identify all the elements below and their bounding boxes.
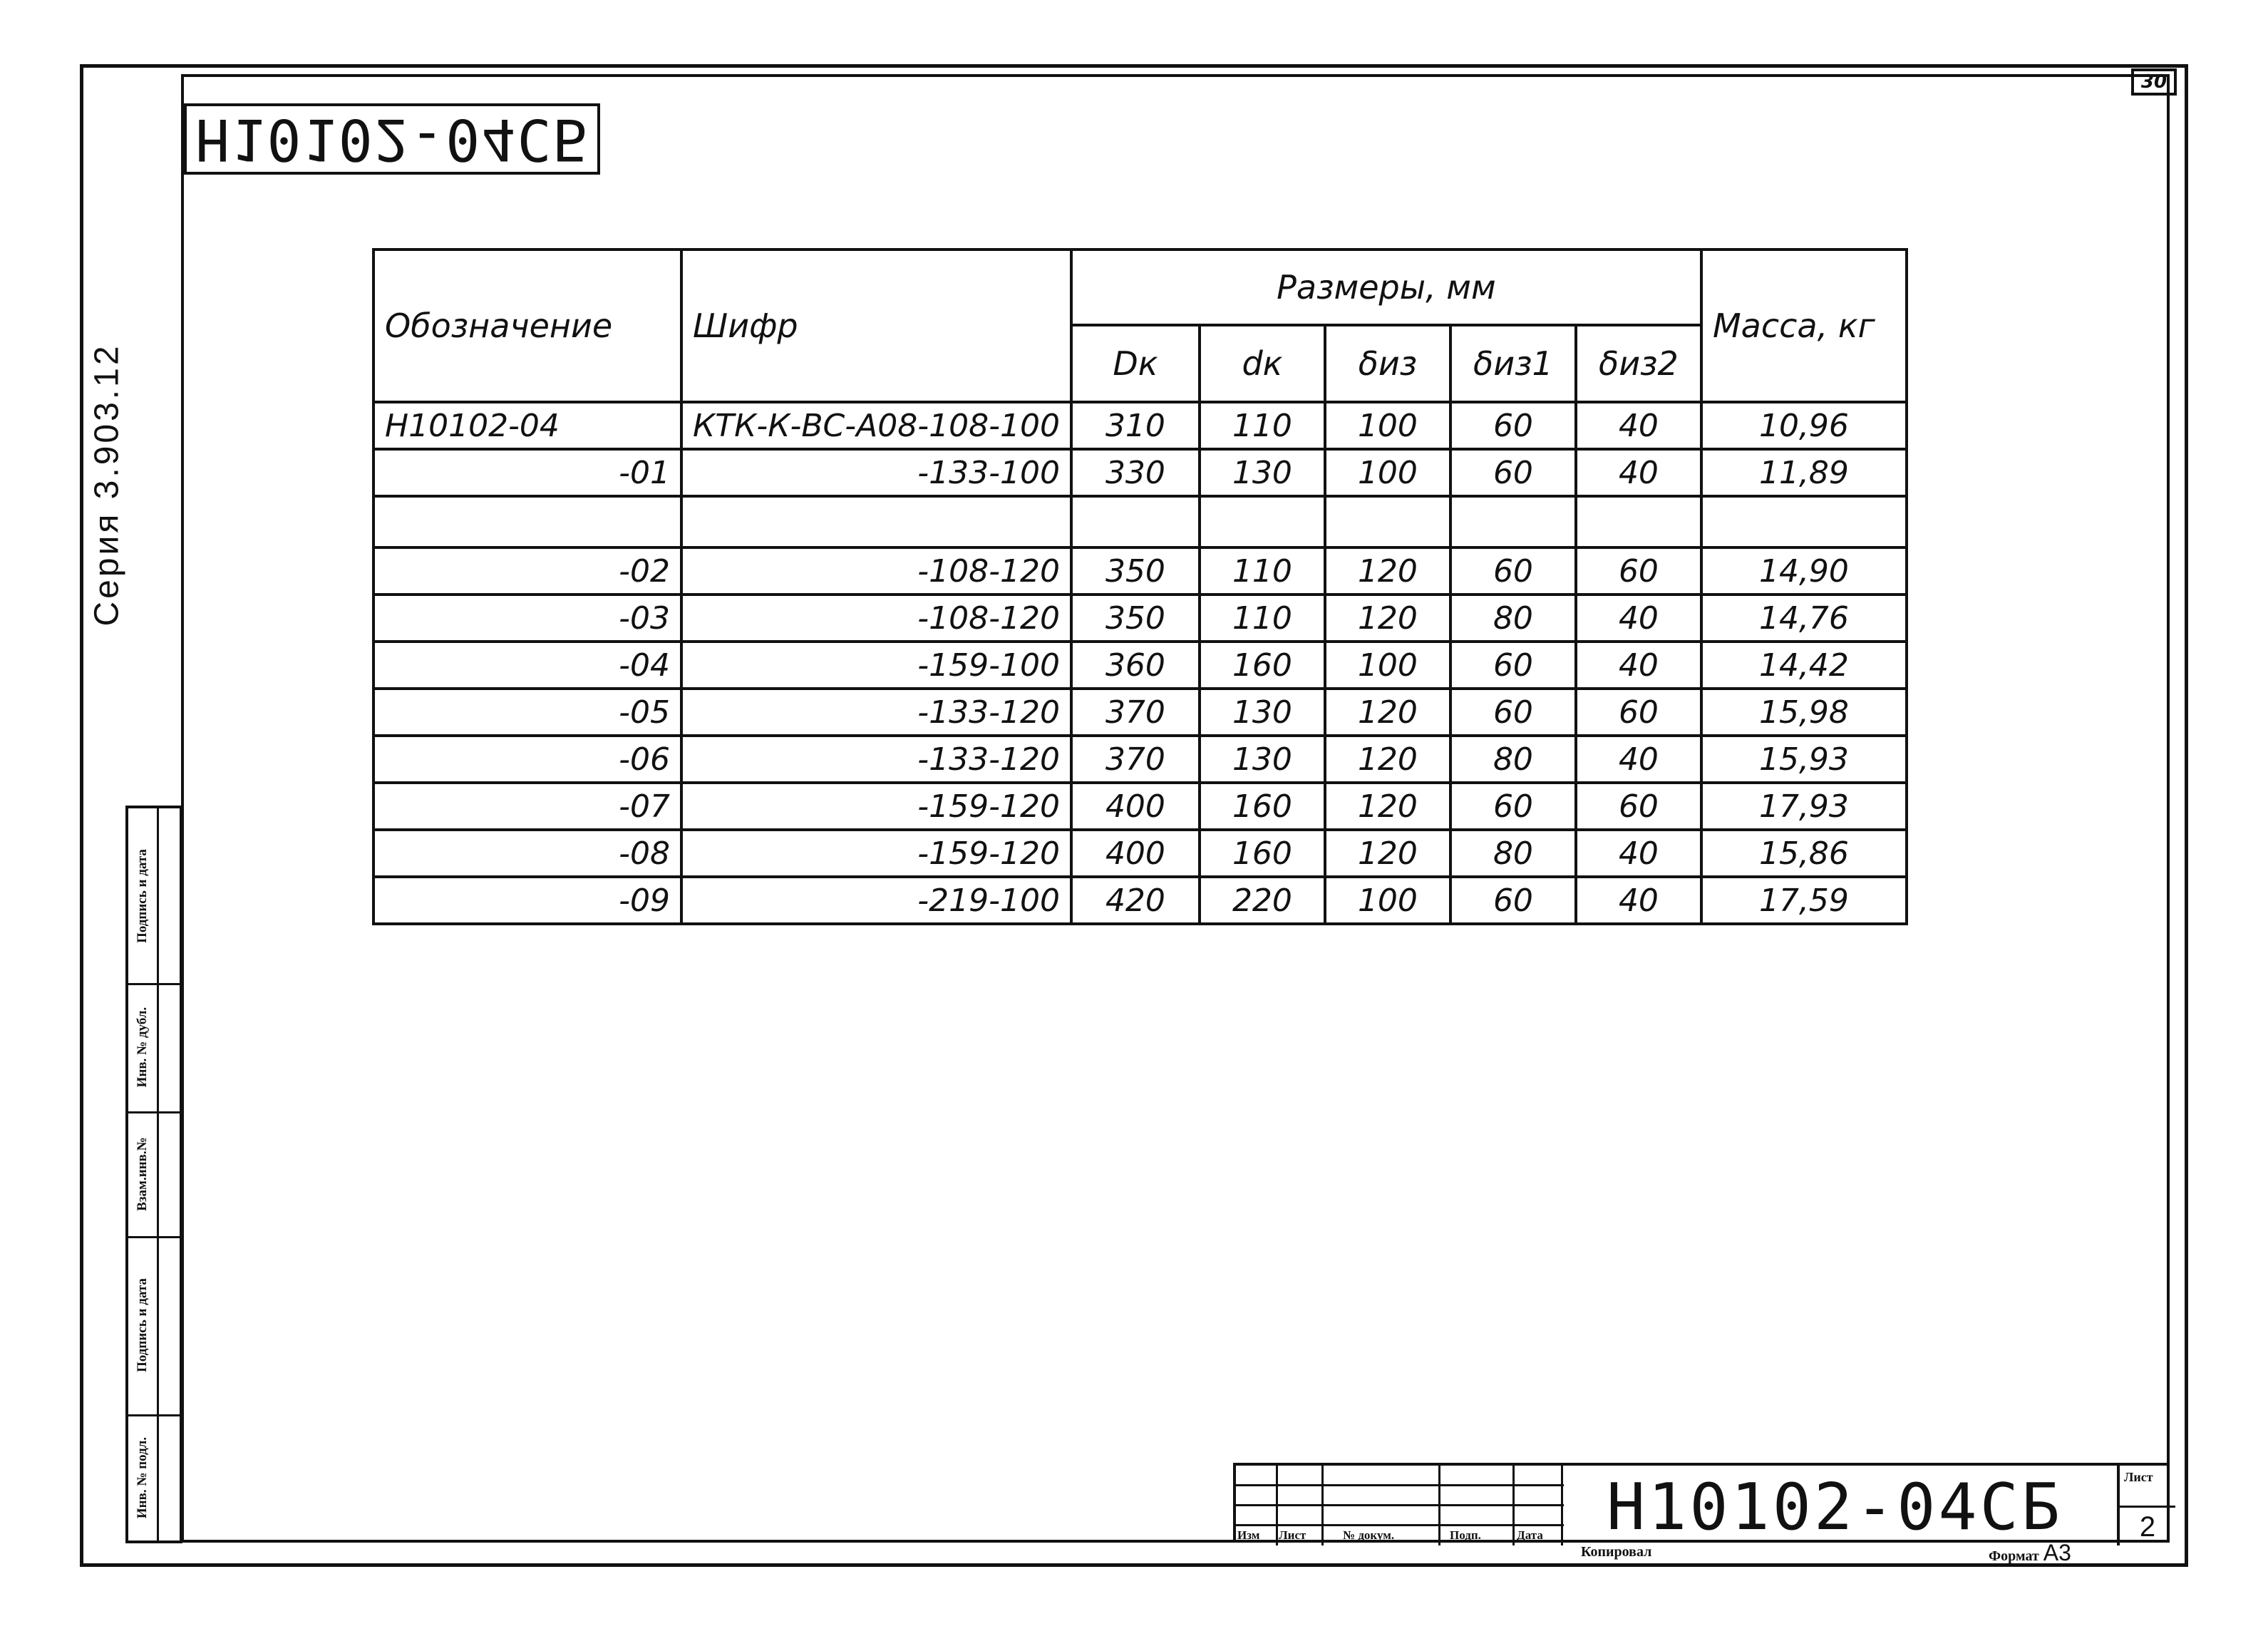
cell-dimension: 80 (1450, 830, 1576, 877)
cell-dimension: 110 (1200, 402, 1325, 449)
table-row (373, 830, 1907, 877)
sheet-box (2117, 1466, 2175, 1545)
cell-designation: -04 (373, 642, 681, 689)
cell-mass: 14,90 (1701, 547, 1907, 595)
cell-dimension: 60 (1576, 689, 1701, 736)
table-row (373, 877, 1907, 924)
cell-dimension: 110 (1200, 595, 1325, 642)
side-stamp-cell (128, 1111, 180, 1238)
header-insulation-1: δиз1 (1450, 325, 1576, 402)
header-cipher: Шифр (681, 250, 1071, 402)
cell-dimension: 80 (1450, 595, 1576, 642)
table-row (373, 449, 1907, 496)
cell-dimension: 100 (1325, 642, 1450, 689)
cell-dimension: 420 (1071, 877, 1200, 924)
cell-dimension: 60 (1576, 547, 1701, 595)
cell-dimension: 40 (1576, 736, 1701, 783)
table-row (373, 783, 1907, 830)
title-label-sign: Подп. (1450, 1528, 1481, 1542)
cell-dimension: 330 (1071, 449, 1200, 496)
cell-dimension: 130 (1200, 736, 1325, 783)
table-row (373, 736, 1907, 783)
header-dk-outer: Dк (1071, 325, 1200, 402)
cell-dimension: 220 (1200, 877, 1325, 924)
cell-dimension: 40 (1576, 830, 1701, 877)
cell-dimension: 40 (1576, 877, 1701, 924)
cell-dimension: 40 (1576, 642, 1701, 689)
series-label (64, 314, 150, 656)
side-stamp-label: Инв. № дубл. (135, 1007, 150, 1088)
title-label-change: Изм (1237, 1528, 1260, 1542)
cell-designation: -03 (373, 595, 681, 642)
cell-mass: 14,42 (1701, 642, 1907, 689)
cell-cipher: -159-120 (681, 830, 1071, 877)
cell-cipher: КТК-К-ВС-А08-108-100 (681, 402, 1071, 449)
cell-dimension: 80 (1450, 736, 1576, 783)
cell-mass: 17,59 (1701, 877, 1907, 924)
cell-dimension: 160 (1200, 642, 1325, 689)
cell-mass: 15,93 (1701, 736, 1907, 783)
table-row (373, 595, 1907, 642)
cell-dimension: 60 (1450, 547, 1576, 595)
cell-mass: 11,89 (1701, 449, 1907, 496)
cell-dimension: 160 (1200, 830, 1325, 877)
side-stamp-label: Инв. № подл. (135, 1436, 150, 1518)
cell-dimension (1576, 496, 1701, 547)
cell-designation (373, 496, 681, 547)
cell-dimension: 310 (1071, 402, 1200, 449)
header-insulation: δиз (1325, 325, 1450, 402)
format-label-text: Формат (1989, 1548, 2039, 1564)
title-block-grid (1236, 1466, 1564, 1545)
format-label (1989, 1540, 2071, 1566)
cell-designation: -05 (373, 689, 681, 736)
dimensions-table (372, 248, 1908, 925)
cell-dimension (1200, 496, 1325, 547)
cell-cipher: -133-120 (681, 689, 1071, 736)
header-designation: Обозначение (373, 250, 681, 402)
cell-dimension: 40 (1576, 402, 1701, 449)
cell-dimension: 130 (1200, 689, 1325, 736)
cell-dimension: 60 (1450, 449, 1576, 496)
cell-dimension: 60 (1450, 689, 1576, 736)
cell-dimension: 130 (1200, 449, 1325, 496)
format-value: А3 (2043, 1540, 2071, 1565)
cell-dimension: 100 (1325, 449, 1450, 496)
cell-dimension: 120 (1325, 736, 1450, 783)
cell-cipher: -159-120 (681, 783, 1071, 830)
side-stamp-cell (128, 808, 180, 985)
cell-dimension: 400 (1071, 783, 1200, 830)
cell-dimension: 120 (1325, 595, 1450, 642)
cell-dimension: 110 (1200, 547, 1325, 595)
cell-cipher: -219-100 (681, 877, 1071, 924)
title-label-date: Дата (1517, 1528, 1543, 1542)
cell-mass: 14,76 (1701, 595, 1907, 642)
cell-designation: -01 (373, 449, 681, 496)
cell-dimension: 120 (1325, 689, 1450, 736)
cell-dimension (1325, 496, 1450, 547)
title-label-sheet: Лист (1279, 1528, 1306, 1542)
cell-dimension: 370 (1071, 689, 1200, 736)
cell-dimension: 60 (1450, 877, 1576, 924)
table-row (373, 689, 1907, 736)
cell-cipher: -108-120 (681, 547, 1071, 595)
cell-dimension: 120 (1325, 830, 1450, 877)
copied-label: Копировал (1581, 1544, 1652, 1560)
cell-dimension (1071, 496, 1200, 547)
side-stamp-cell (128, 1236, 180, 1416)
title-block (1233, 1463, 2170, 1543)
header-mass: Масса, кг (1701, 250, 1907, 402)
cell-dimension: 100 (1325, 877, 1450, 924)
cell-designation: -02 (373, 547, 681, 595)
cell-dimension: 160 (1200, 783, 1325, 830)
drawing-code: Н10102-04СБ (1607, 1470, 2063, 1545)
cell-dimension: 350 (1071, 547, 1200, 595)
cell-dimension: 100 (1325, 402, 1450, 449)
mirrored-drawing-code: Н10102-04СБ (184, 103, 600, 175)
table-row (373, 547, 1907, 595)
sheet-label: Лист (2124, 1470, 2153, 1484)
header-insulation-2: δиз2 (1576, 325, 1701, 402)
cell-designation: -09 (373, 877, 681, 924)
header-dk-inner: dк (1200, 325, 1325, 402)
cell-dimension: 360 (1071, 642, 1200, 689)
cell-dimension: 120 (1325, 547, 1450, 595)
cell-dimension: 60 (1450, 642, 1576, 689)
cell-dimension: 40 (1576, 595, 1701, 642)
cell-cipher (681, 496, 1071, 547)
cell-cipher: -133-100 (681, 449, 1071, 496)
side-stamp-label: Подпись и дата (135, 1278, 150, 1372)
side-stamp-label: Взам.инв.№ (135, 1136, 150, 1211)
cell-dimension: 60 (1576, 783, 1701, 830)
cell-designation: -06 (373, 736, 681, 783)
cell-mass: 17,93 (1701, 783, 1907, 830)
table-row (373, 642, 1907, 689)
cell-mass (1701, 496, 1907, 547)
cell-cipher: -159-100 (681, 642, 1071, 689)
cell-dimension: 60 (1450, 783, 1576, 830)
cell-cipher: -108-120 (681, 595, 1071, 642)
cell-mass: 10,96 (1701, 402, 1907, 449)
header-dimensions: Размеры, мм (1071, 250, 1701, 325)
cell-dimension: 350 (1071, 595, 1200, 642)
table-row (373, 496, 1907, 547)
cell-designation: Н10102-04 (373, 402, 681, 449)
cell-dimension: 40 (1576, 449, 1701, 496)
page-number: 30 (2131, 68, 2177, 96)
series-text: Серия 3.903.12 (88, 343, 126, 627)
cell-dimension: 60 (1450, 402, 1576, 449)
cell-mass: 15,98 (1701, 689, 1907, 736)
cell-dimension: 120 (1325, 783, 1450, 830)
cell-designation: -08 (373, 830, 681, 877)
title-label-doc: № докум. (1343, 1528, 1395, 1542)
sheet-number: 2 (2120, 1506, 2175, 1548)
cell-dimension: 370 (1071, 736, 1200, 783)
side-stamp-cell (128, 1414, 180, 1540)
side-stamp-label: Подпись и дата (135, 848, 150, 943)
cell-dimension (1450, 496, 1576, 547)
table-row (373, 402, 1907, 449)
side-stamp (125, 806, 182, 1543)
cell-mass: 15,86 (1701, 830, 1907, 877)
side-stamp-cell (128, 983, 180, 1113)
cell-cipher: -133-120 (681, 736, 1071, 783)
cell-designation: -07 (373, 783, 681, 830)
cell-dimension: 400 (1071, 830, 1200, 877)
